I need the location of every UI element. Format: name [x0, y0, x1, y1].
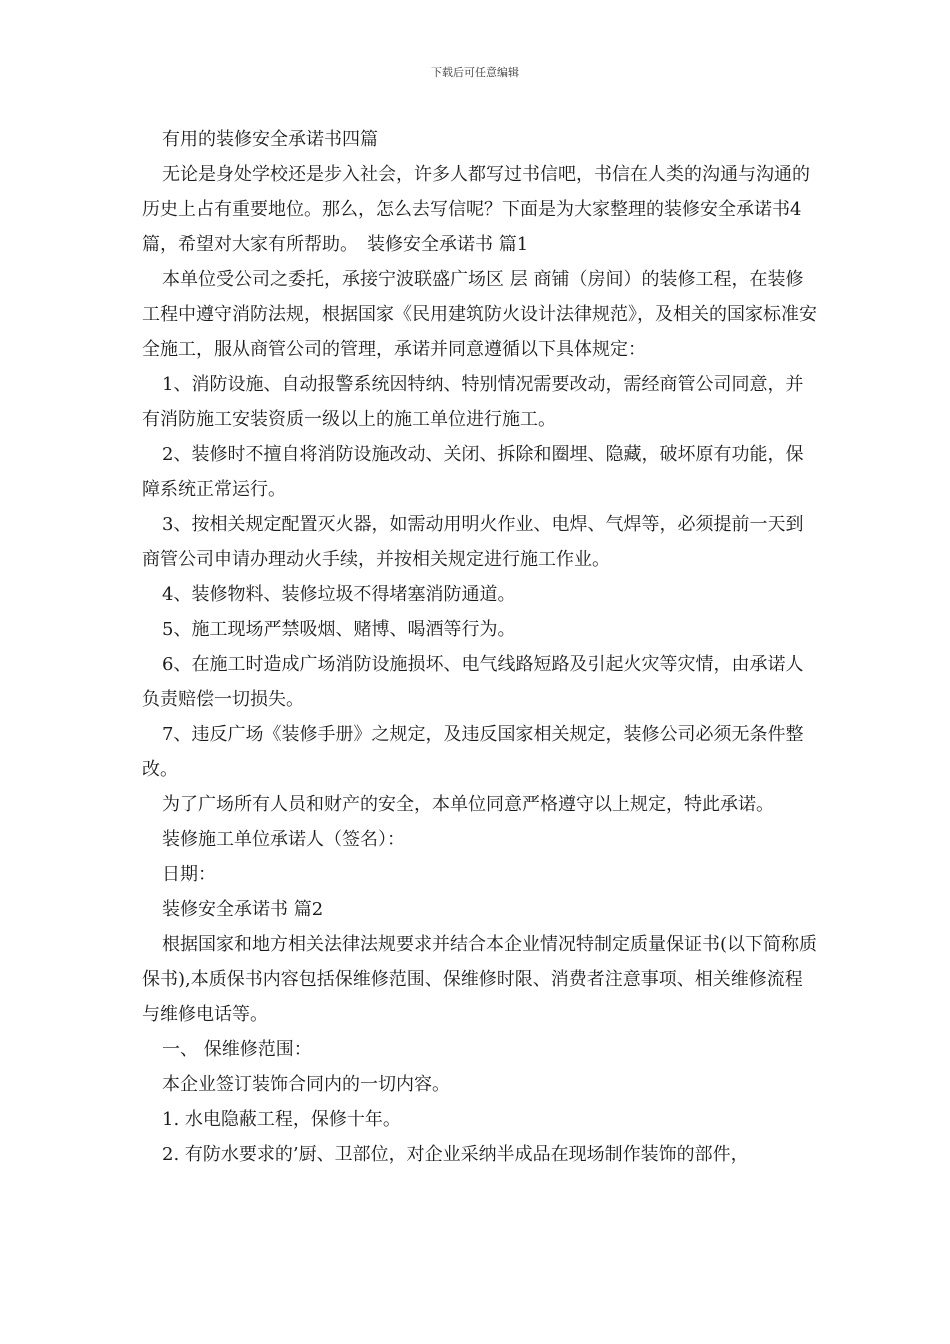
paragraph-scope: 本企业签订装饰合同内的一切内容。 — [162, 1074, 450, 1095]
paragraph-item-1: 1. 水电隐蔽工程，保修十年。 — [162, 1109, 401, 1130]
paragraph-rule-3: 3、按相关规定配置灭火器，如需动用明火作业、电焊、气焊等，必须提前一天到商管公司申请办理动火手续，并按相关规定进行施工作业。 — [142, 514, 804, 570]
document-body — [142, 122, 820, 1172]
paragraph-rule-4: 4、装修物料、装修垃圾不得堵塞消防通道。 — [162, 584, 516, 605]
page-header: 下载后可任意编辑 — [431, 66, 519, 79]
paragraph-date: 日期： — [162, 864, 216, 885]
paragraph-rule-6: 6、在施工时造成广场消防设施损坏、电气线路短路及引起火灾等灾情，由承诺人负责赔偿一切损失。 — [142, 654, 804, 710]
paragraph-intro: 无论是身处学校还是步入社会，许多人都写过书信吧，书信在人类的沟通与沟通的历史上占有重要地位。那么，怎么去写信呢？下面是为大家整理的装修安全承诺书4篇，希望对大家有所帮助。 装修安全承诺书 篇1 — [142, 164, 810, 255]
paragraph-rule-7: 7、违反广场《装修手册》之规定，及违反国家相关规定，装修公司必须无条件整改。 — [142, 724, 804, 780]
paragraph-section-1: 一、 保维修范围： — [162, 1039, 312, 1060]
paragraph-item-2: 2. 有防水要求的’厨、卫部位，对企业采纳半成品在现场制作装饰的部件， — [162, 1144, 749, 1165]
paragraph-signature: 装修施工单位承诺人（签名）： — [162, 829, 405, 850]
paragraph-doc-title: 有用的装修安全承诺书四篇 — [162, 129, 378, 150]
paragraph-p2: 根据国家和地方相关法律法规要求并结合本企业情况特制定质量保证书(以下简称质保书),本质保书内容包括保维修范围、保维修时限、消费者注意事项、相关维修流程与维修电话等。 — [142, 934, 818, 1025]
paragraph-rule-1: 1、消防设施、自动报警系统因特纳、特别情况需要改动，需经商管公司同意，并有消防施工安装资质一级以上的施工单位进行施工。 — [142, 374, 804, 430]
paragraph-heading-2: 装修安全承诺书 篇2 — [162, 899, 324, 920]
paragraph-p1: 本单位受公司之委托，承接宁波联盛广场区 层 商铺（房间）的装修工程，在装修工程中遵守消防法规，根据国家《民用建筑防火设计法律规范》，及相关的国家标准安全施工，服从商管公司的管理，承诺并同意遵循以下具体规定： — [142, 269, 817, 360]
paragraph-rule-2: 2、装修时不擅自将消防设施改动、关闭、拆除和圈埋、隐藏，破坏原有功能，保障系统正常运行。 — [142, 444, 804, 500]
paragraph-pledge: 为了广场所有人员和财产的安全，本单位同意严格遵守以上规定，特此承诺。 — [162, 794, 774, 815]
paragraph-rule-5: 5、施工现场严禁吸烟、赌博、喝酒等行为。 — [162, 619, 516, 640]
